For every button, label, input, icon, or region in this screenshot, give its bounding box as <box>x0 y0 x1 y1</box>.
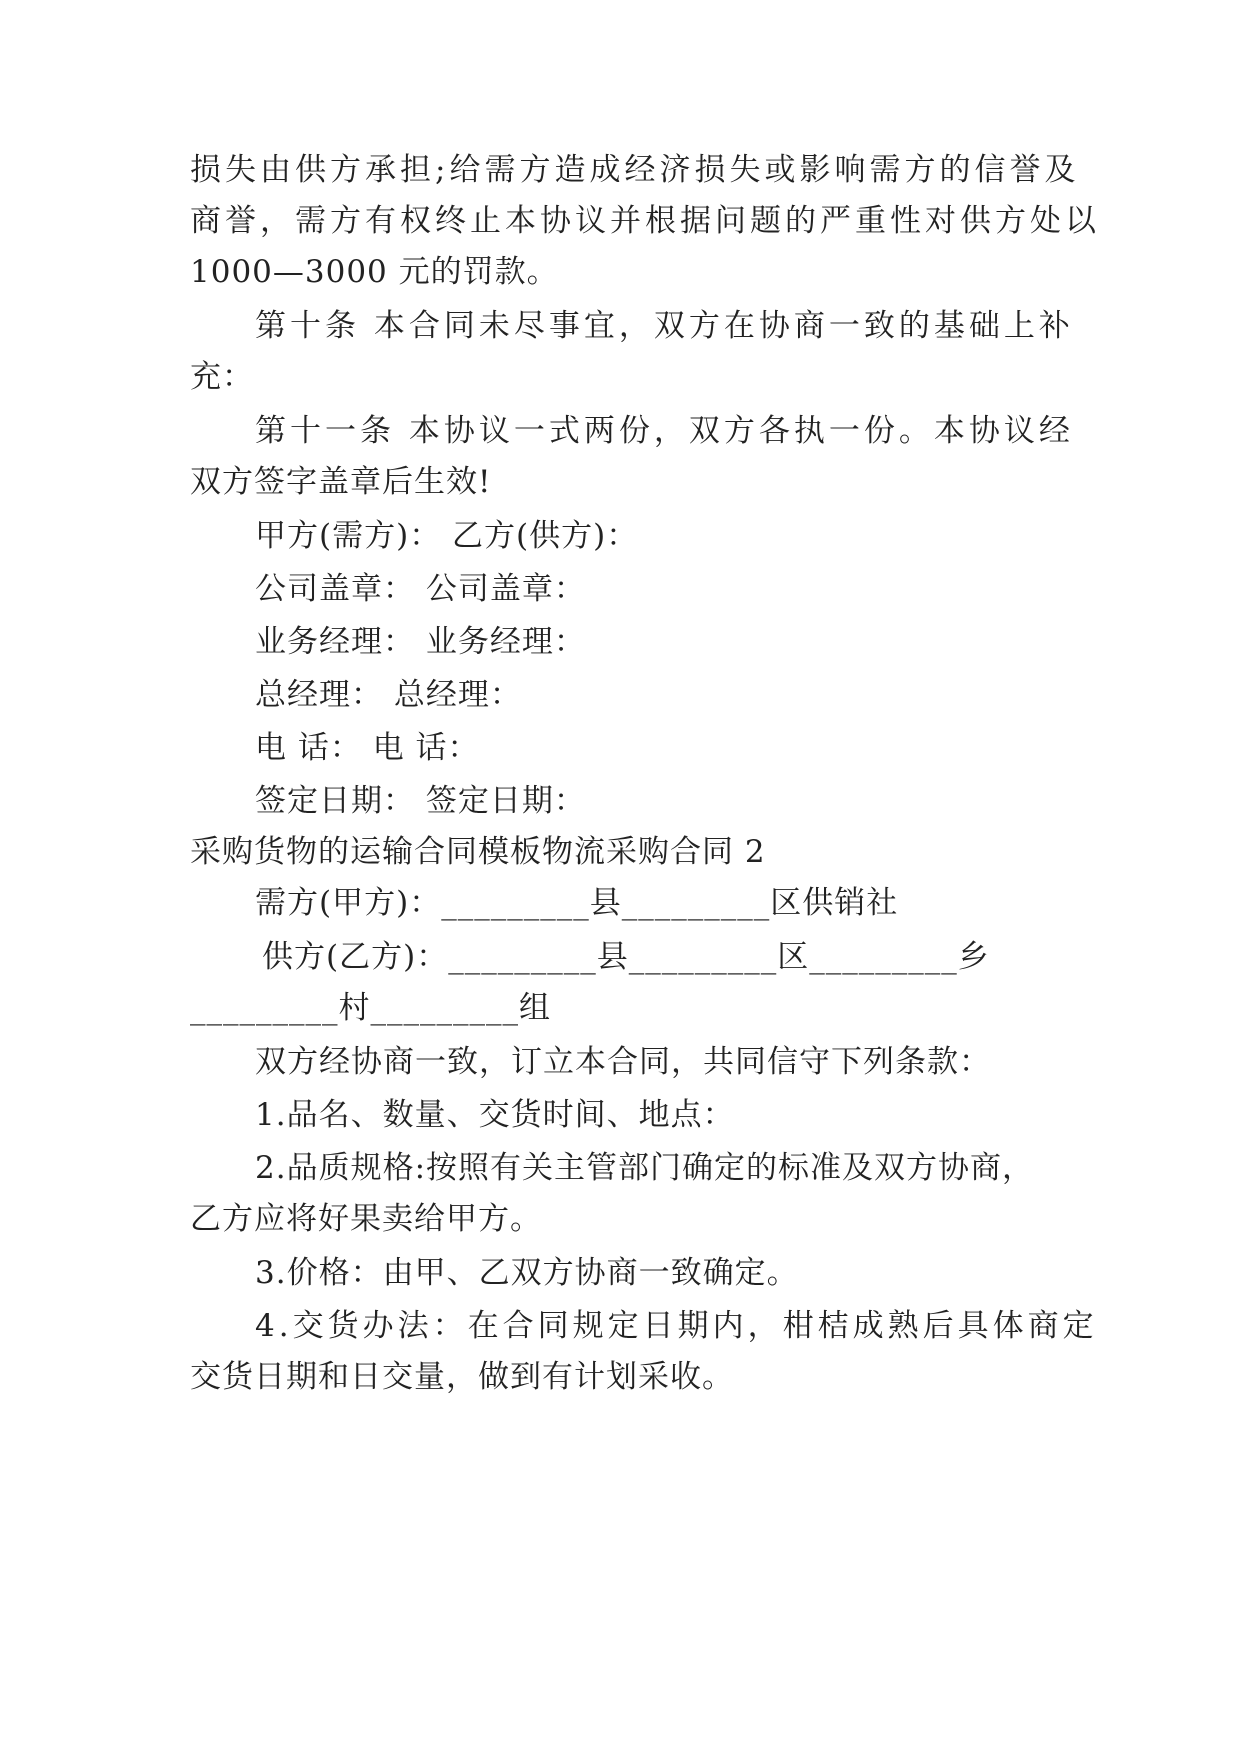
supplier-address-line: _________村_________组 <box>190 990 551 1026</box>
signature-party-line: 甲方(需方)： 乙方(供方)： <box>255 518 639 554</box>
article-10-line: 第十条 本合同未尽事宜，双方在协商一致的基础上补 <box>255 308 1074 344</box>
paragraph-line: 充： <box>190 359 254 395</box>
clause-1-line: 1.品名、数量、交货时间、地点： <box>255 1097 735 1133</box>
clause-4-line: 4.交货办法：在合同规定日期内，柑桔成熟后具体商定 <box>255 1308 1098 1344</box>
agreement-intro-line: 双方经协商一致，订立本合同，共同信守下列条款： <box>255 1044 991 1080</box>
paragraph-line: 损失由供方承担;给需方造成经济损失或影响需方的信誉及 <box>190 152 1080 188</box>
signature-phone-line: 电 话： 电 话： <box>255 730 480 766</box>
signature-seal-line: 公司盖章： 公司盖章： <box>255 571 586 607</box>
clause-2-line: 2.品质规格:按照有关主管部门确定的标准及双方协商， <box>255 1150 1035 1186</box>
paragraph-line: 商誉，需方有权终止本协议并根据问题的严重性对供方处以 <box>190 203 1100 239</box>
article-11-line: 第十一条 本协议一式两份，双方各执一份。本协议经 <box>255 413 1074 449</box>
signature-manager-line: 业务经理： 业务经理： <box>255 624 586 660</box>
paragraph-line: 1000—3000 元的罚款。 <box>190 254 559 290</box>
paragraph-line: 交货日期和日交量，做到有计划采收。 <box>190 1359 734 1395</box>
clause-3-line: 3.价格：由甲、乙双方协商一致确定。 <box>255 1255 799 1291</box>
supplier-line: 供方(乙方)：_________县_________区_________乡 <box>262 939 990 975</box>
buyer-line: 需方(甲方)：_________县_________区供销社 <box>255 885 899 921</box>
paragraph-line: 双方签字盖章后生效! <box>190 464 492 500</box>
section-title: 采购货物的运输合同模板物流采购合同 2 <box>190 834 766 870</box>
signature-date-line: 签定日期： 签定日期： <box>255 783 586 819</box>
signature-gm-line: 总经理： 总经理： <box>255 677 522 713</box>
paragraph-line: 乙方应将好果卖给甲方。 <box>190 1201 542 1237</box>
